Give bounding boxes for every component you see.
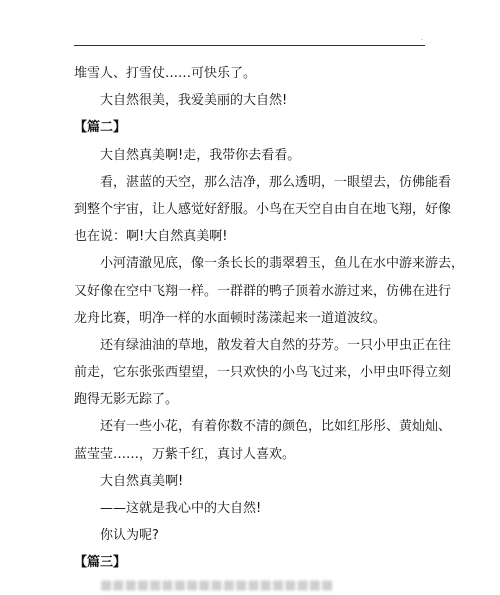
- text-line: 还有一些小花，有着你数不清的颜色，比如红彤彤、黄灿灿、: [100, 419, 452, 435]
- text-line: 也在说：啊!大自然真美啊!: [74, 229, 228, 245]
- text-line: 大自然很美，我爱美丽的大自然!: [100, 93, 288, 109]
- text-line: 大自然真美啊!走，我带你去看看。: [100, 147, 301, 163]
- text-line: 大自然真美啊!: [100, 473, 184, 489]
- text-line: 堆雪人、打雪仗……可快乐了。: [74, 66, 257, 81]
- text-line: 还有绿油油的草地，散发着大自然的芬芳。一只小甲虫正在往: [100, 337, 452, 353]
- text-line: 你认为呢?: [100, 528, 159, 544]
- header-mark: .: [421, 35, 423, 42]
- text-line: 前走，它东张张西望望，一只欢快的小鸟飞过来，小甲虫吓得立刻: [74, 365, 452, 381]
- text-line: 跑得无影无踪了。: [74, 392, 179, 408]
- section-heading-3: 【篇三】: [74, 555, 127, 571]
- text-line: ——这就是我心中的大自然!: [100, 501, 262, 516]
- section-heading-2: 【篇二】: [74, 120, 127, 136]
- text-line: 到整个宇宙，让人感觉好舒服。小鸟在天空自由自在地飞翔，好像: [74, 201, 452, 217]
- text-line: 小河清澈见底，像一条长长的翡翠碧玉，鱼儿在水中游来游去，: [100, 256, 465, 272]
- text-line: 又好像在空中飞翔一样。一群群的鸭子顶着水游过来，仿佛在进行: [74, 283, 452, 299]
- faded-text-line: ■■■■■■■■■■■■■■■■■■■: [100, 577, 334, 593]
- header-rule: [74, 45, 425, 46]
- text-line: 龙舟比赛，明净一样的水面顿时荡漾起来一道道波纹。: [74, 310, 387, 326]
- document-body: [74, 60, 465, 595]
- text-line: 蓝莹莹……，万紫千红，真讨人喜欢。: [74, 446, 296, 462]
- text-line: 看，湛蓝的天空，那么洁净，那么透明，一眼望去，仿佛能看: [100, 174, 452, 190]
